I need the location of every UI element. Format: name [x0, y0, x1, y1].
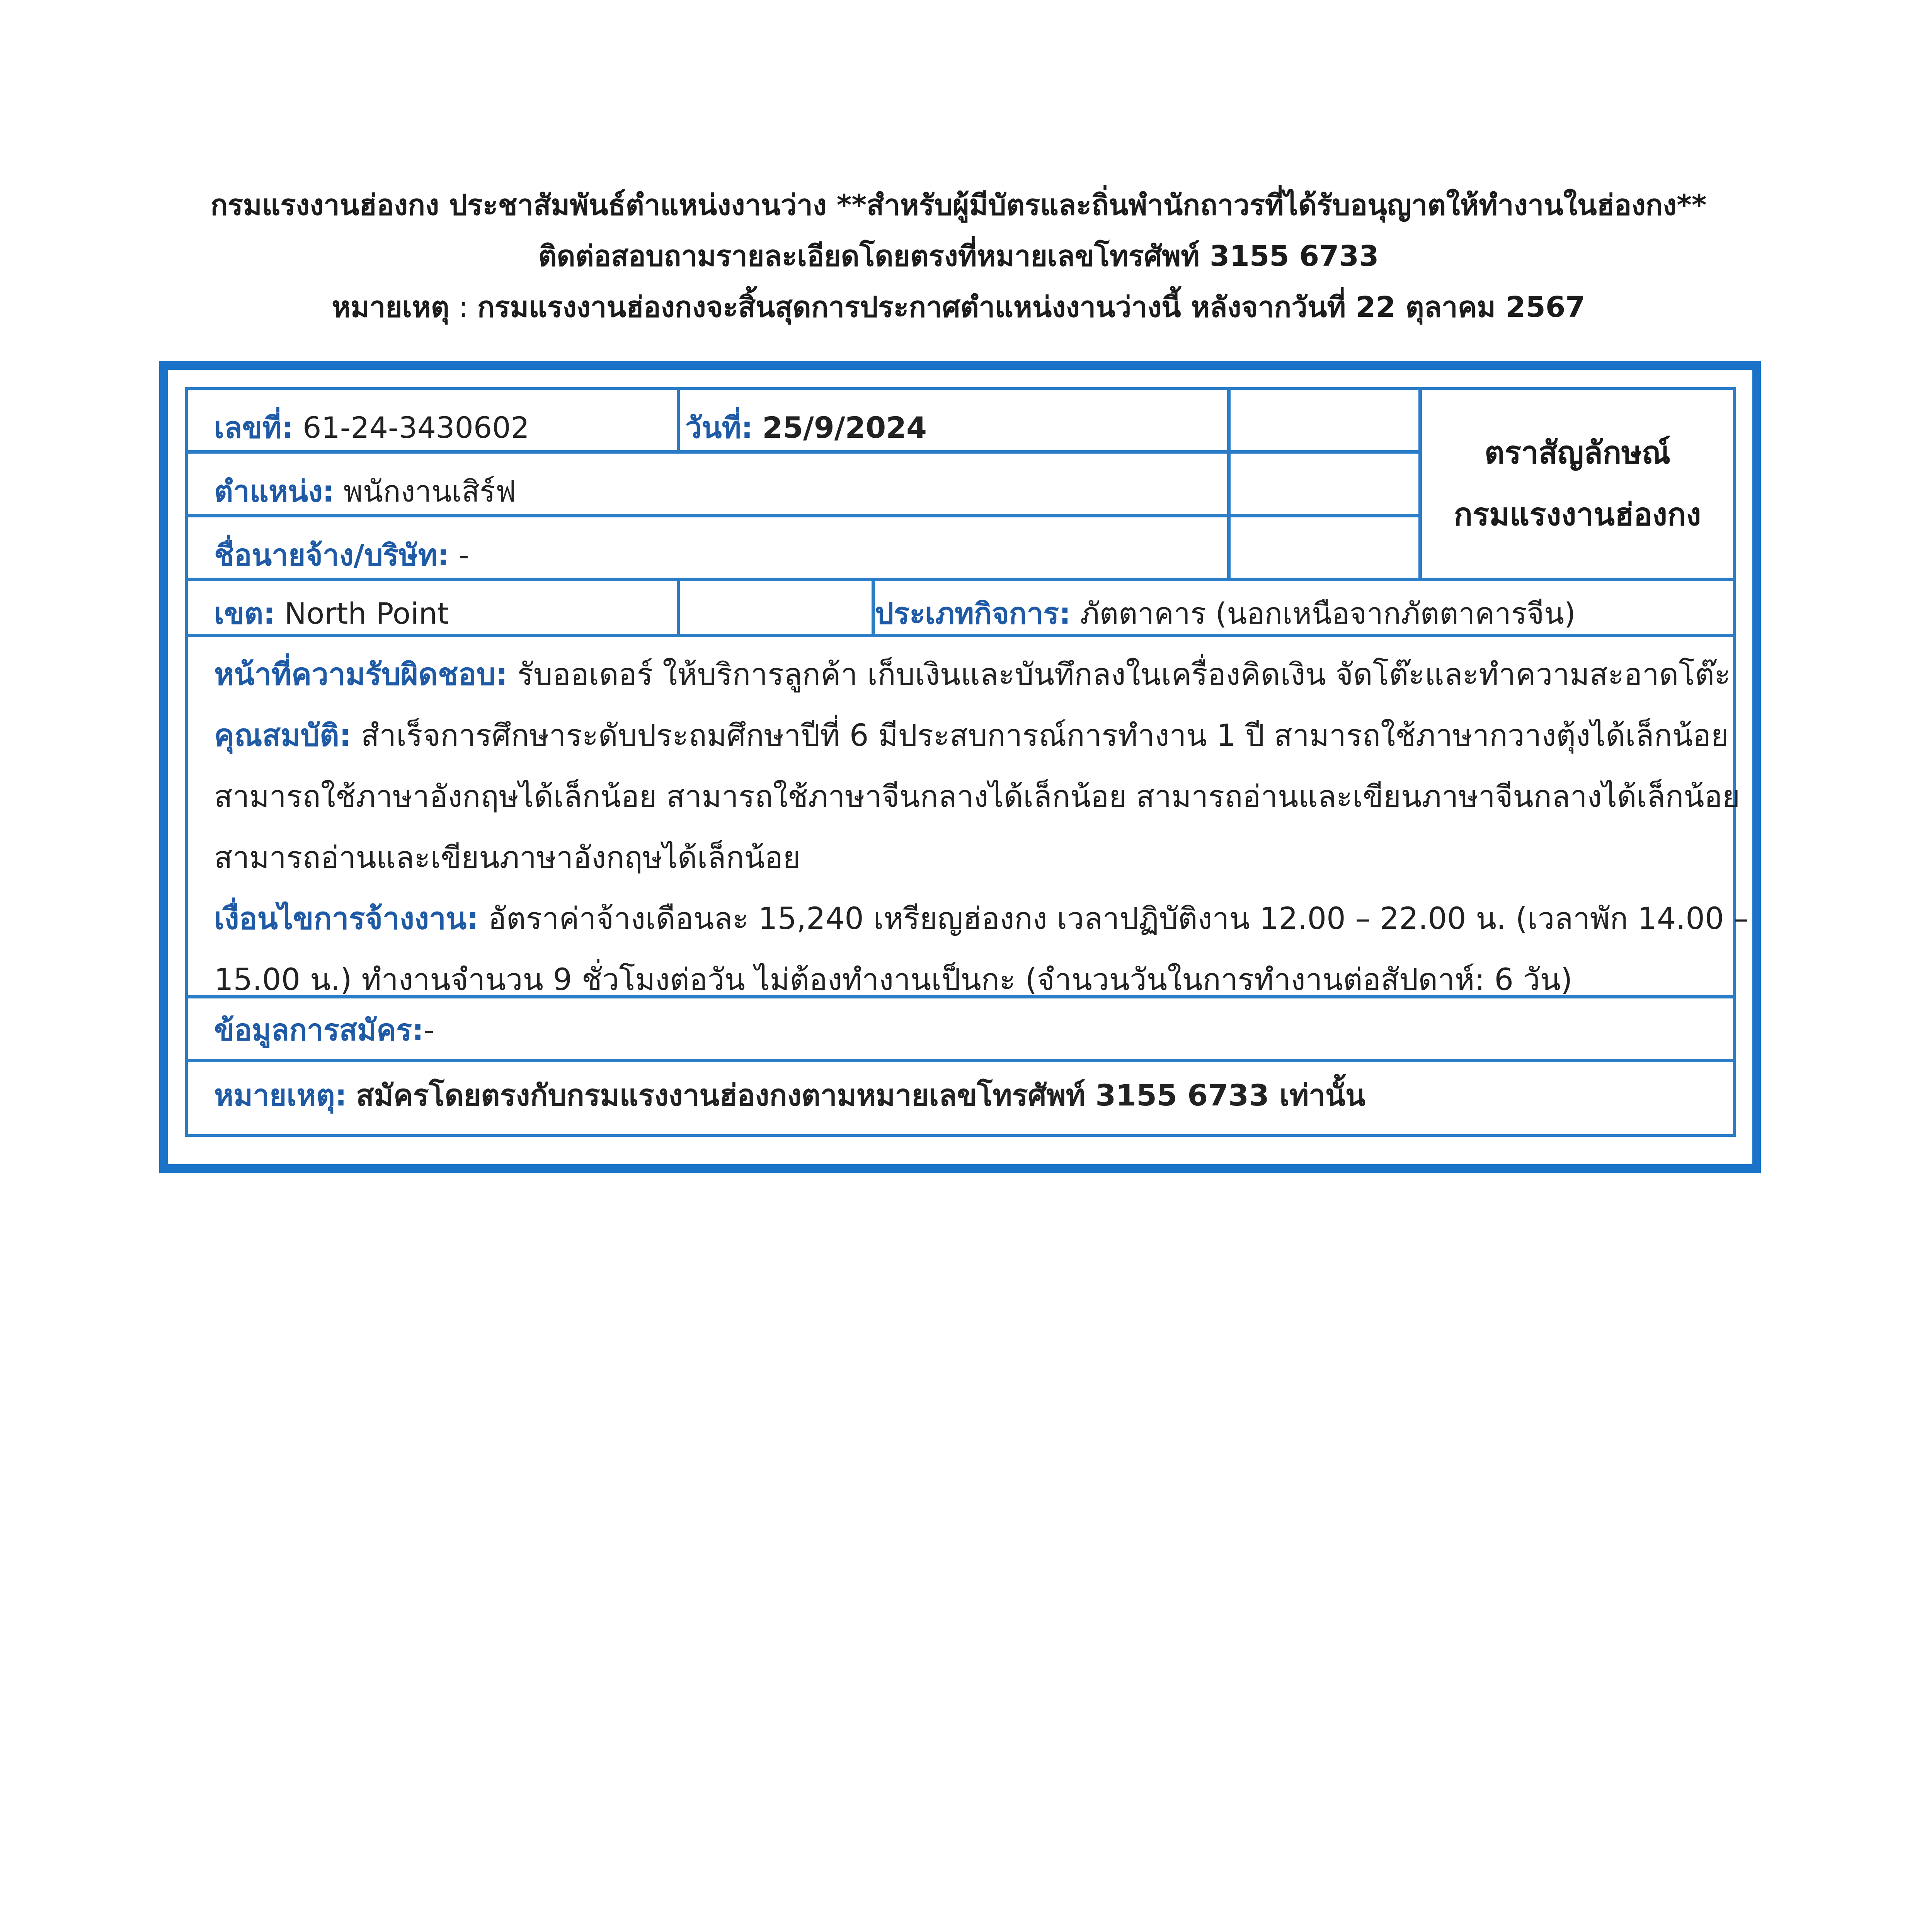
terms-label: เงื่อนไขการจ้างงาน:	[214, 901, 479, 936]
business-type-value: ภัตตาคาร (นอกเหนือจากภัตตาคารจีน)	[1080, 596, 1576, 631]
application-info-label: ข้อมูลการสมัคร:	[214, 1013, 424, 1047]
employer-value: -	[458, 538, 469, 572]
position-label: ตำแหน่ง:	[214, 474, 334, 509]
empty-cell-r3	[1228, 515, 1421, 580]
employer-label: ชื่อนายจ้าง/บริษัท:	[214, 538, 449, 572]
logo-line-1: ตราสัญลักษณ์	[1484, 435, 1671, 471]
empty-cell-r1	[1228, 387, 1421, 453]
position-cell	[185, 451, 1230, 517]
job-number-value: 61-24-3430602	[303, 410, 529, 445]
date-value: 25/9/2024	[762, 410, 927, 445]
qualification-label: คุณสมบัติ:	[214, 718, 351, 753]
position-value: พนักงานเสิร์ฟ	[343, 474, 516, 509]
header-remark-text: กรมแรงงานฮ่องกงจะสิ้นสุดการประกาศตำแหน่งงานว่างนี้ หลังจากวันที่ 22 ตุลาคม 2567	[477, 291, 1585, 324]
header-title: กรมแรงงานฮ่องกง ประชาสัมพันธ์ตำแหน่งงานว่าง **สำหรับผู้มีบัตรและถิ่นพำนักถาวรที่ได้รับอนุญาตให้ทำงานในฮ่องกง**	[210, 189, 1707, 222]
district-label: เขต:	[214, 596, 275, 631]
note-label: หมายเหตุ:	[214, 1078, 347, 1112]
business-type-cell	[872, 578, 1736, 636]
announcement-header	[0, 180, 1917, 333]
qualification-line-1	[214, 705, 1729, 766]
duties-line	[214, 644, 1731, 705]
empty-cell-r2	[1228, 451, 1421, 517]
terms-line-2: 15.00 น.) ทำงานจำนวน 9 ชั่วโมงต่อวัน ไม่ต้องทำงานเป็นกะ (จำนวนวันในการทำงานต่อสัปดาห์: 6 วัน)	[214, 963, 1573, 997]
qualification-value-1: สำเร็จการศึกษาระดับประถมศึกษาปีที่ 6 มีประสบการณ์การทำงาน 1 ปี สามารถใช้ภาษากวางตุ้งได้เล็กน้อย	[361, 718, 1729, 753]
header-contact: ติดต่อสอบถามรายละเอียดโดยตรงที่หมายเลขโทรศัพท์ 3155 6733	[538, 240, 1379, 273]
business-type-label: ประเภทกิจการ:	[875, 596, 1071, 631]
district-value: North Point	[284, 596, 449, 631]
job-vacancy-card	[159, 361, 1761, 1173]
qualification-line-2: สามารถใช้ภาษาอังกฤษได้เล็กน้อย สามารถใช้ภาษาจีนกลางได้เล็กน้อย สามารถอ่านและเขียนภาษาจีนกลางได้เล็กน้อย	[214, 779, 1740, 814]
job-number-label: เลขที่:	[214, 410, 293, 445]
terms-value-1: อัตราค่าจ้างเดือนละ 15,240 เหรียญฮ่องกง เวลาปฏิบัติงาน 12.00 – 22.00 น. (เวลาพัก 14.00 –	[488, 901, 1749, 936]
job-number-cell	[185, 387, 680, 453]
note-text: สมัครโดยตรงกับกรมแรงงานฮ่องกงตามหมายเลขโทรศัพท์ 3155 6733 เท่านั้น	[356, 1078, 1365, 1112]
note-cell	[185, 1060, 1736, 1137]
empty-cell-r4	[677, 578, 874, 636]
header-remark	[0, 282, 1917, 333]
header-remark-label: หมายเหตุ	[332, 291, 449, 324]
duties-label: หน้าที่ความรับผิดชอบ:	[214, 657, 508, 692]
date-cell	[677, 387, 1230, 453]
terms-line-1	[214, 888, 1749, 949]
job-details-cell	[185, 634, 1749, 998]
employer-cell	[185, 515, 1230, 580]
date-label: วันที่:	[685, 410, 753, 445]
header-remark-sep: :	[449, 291, 477, 324]
labour-department-logo-placeholder	[1419, 387, 1736, 580]
application-info-value: -	[424, 1013, 434, 1047]
district-cell	[185, 578, 680, 636]
application-info-cell	[185, 996, 1736, 1061]
duties-value: รับออเดอร์ ให้บริการลูกค้า เก็บเงินและบันทึกลงในเครื่องคิดเงิน จัดโต๊ะและทำความสะอาดโต๊ะ	[517, 657, 1731, 692]
qualification-line-3: สามารถอ่านและเขียนภาษาอังกฤษได้เล็กน้อย	[214, 840, 801, 875]
logo-line-2: กรมแรงงานฮ่องกง	[1454, 497, 1701, 532]
